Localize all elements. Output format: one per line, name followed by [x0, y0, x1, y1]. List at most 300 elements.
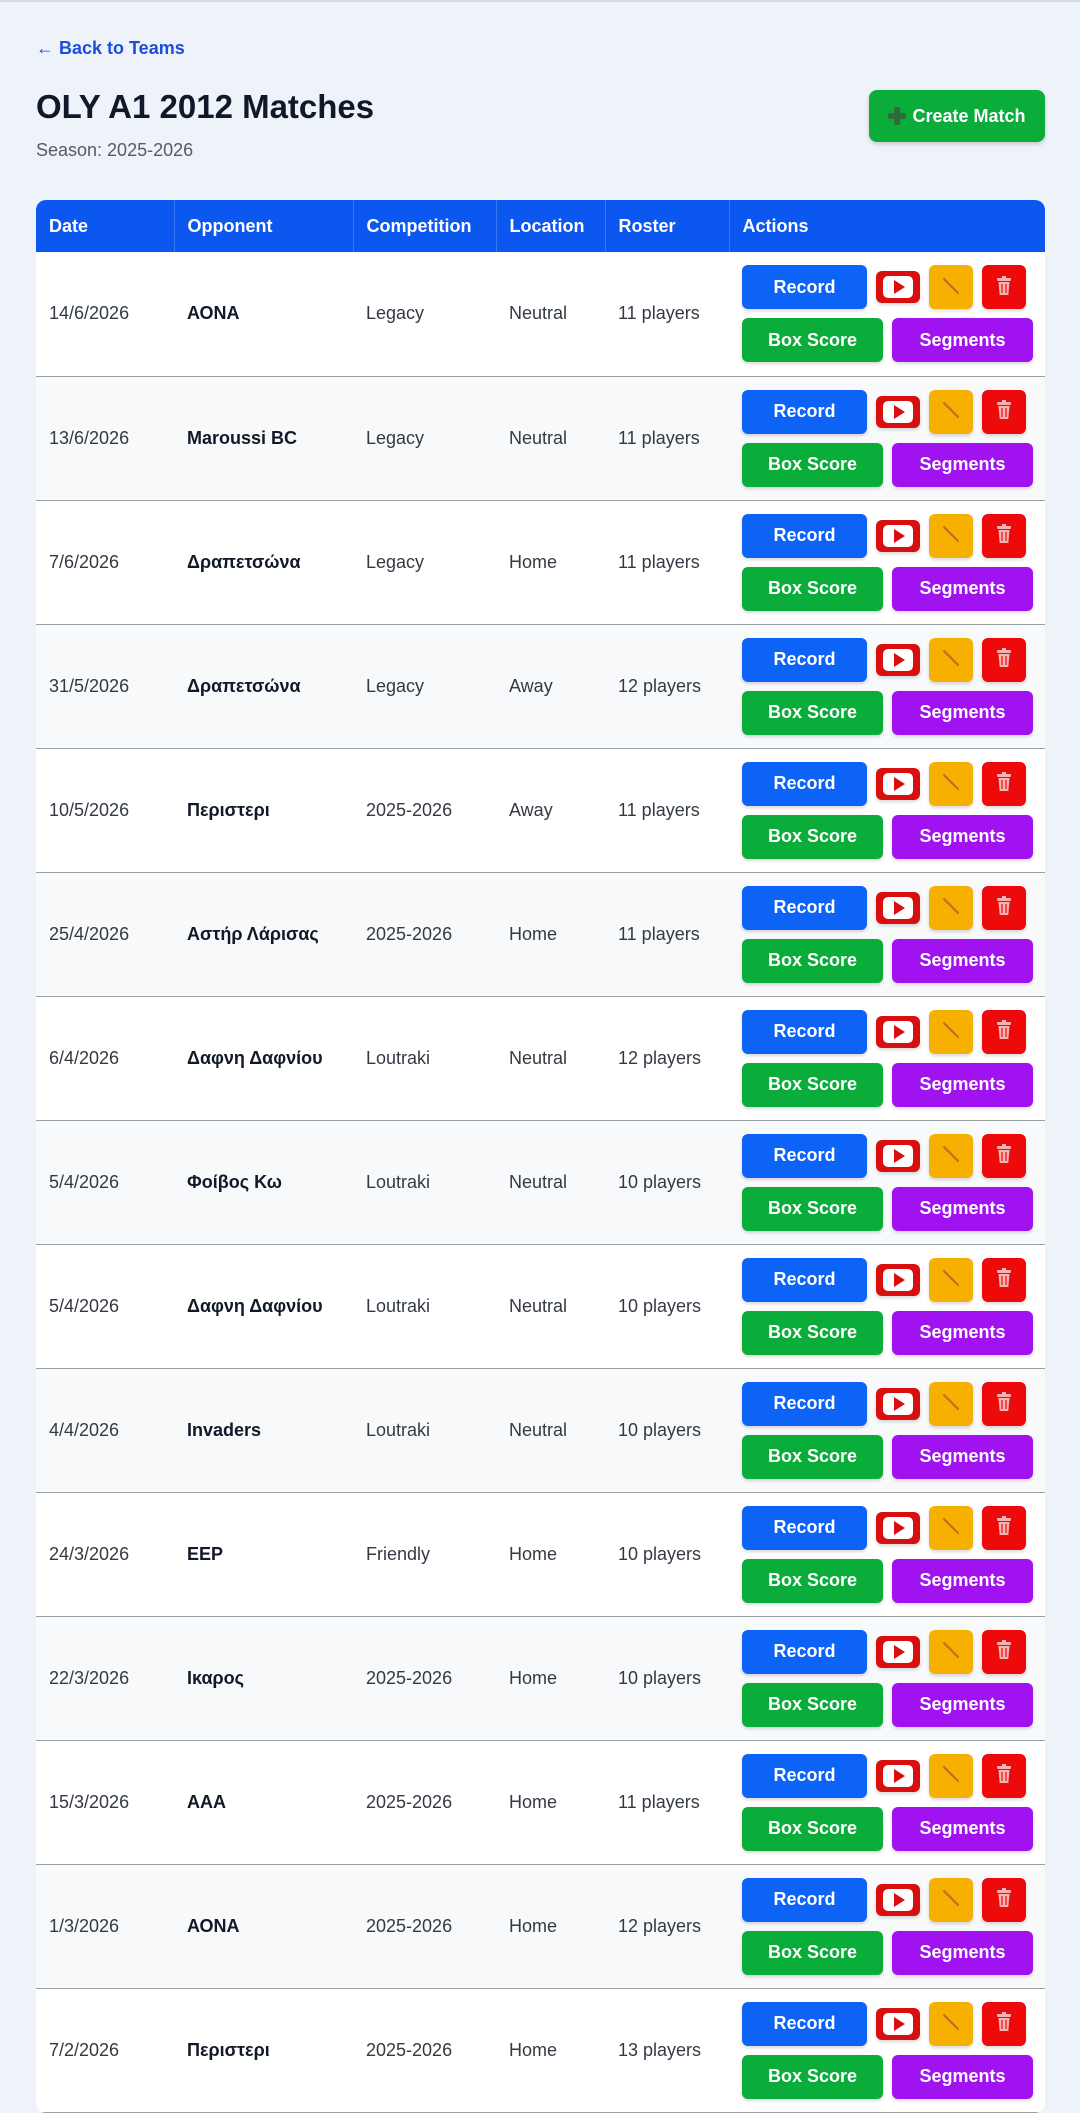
table-row — [36, 1368, 1045, 1492]
cell-actions — [729, 1988, 1045, 2112]
video-button[interactable] — [876, 892, 920, 924]
pencil-icon — [940, 1515, 962, 1540]
row-actions — [742, 1754, 1045, 1851]
action-row-top — [742, 1878, 1045, 1922]
cell-date: 15/3/2026 — [49, 1791, 130, 1812]
action-row-top — [742, 886, 1045, 930]
cell-location: Neutral — [509, 1047, 568, 1068]
video-button[interactable] — [876, 1264, 920, 1296]
edit-button[interactable] — [929, 762, 973, 806]
record-button[interactable]: Record — [742, 1754, 867, 1798]
table-row — [36, 1244, 1045, 1368]
pencil-icon — [940, 399, 962, 424]
cell-date: 5/4/2026 — [49, 1295, 120, 1316]
delete-button[interactable] — [982, 1878, 1026, 1922]
video-button[interactable] — [876, 1760, 920, 1792]
edit-button[interactable] — [929, 1754, 973, 1798]
cell-actions — [729, 748, 1045, 872]
trash-icon — [994, 275, 1014, 300]
cell-location: Home — [509, 1915, 558, 1936]
record-button[interactable]: Record — [742, 1010, 867, 1054]
cell-location: Home — [509, 1543, 558, 1564]
season-text: Season: 2025-2026 — [36, 140, 194, 160]
plus-icon — [888, 107, 906, 125]
edit-button[interactable] — [929, 1506, 973, 1550]
column-header-competition[interactable]: Competition — [353, 200, 496, 252]
cell-competition: Legacy — [366, 551, 425, 572]
cell-competition: Loutraki — [366, 1295, 431, 1316]
segments-button[interactable]: Segments — [892, 1311, 1033, 1355]
edit-button[interactable] — [929, 1878, 973, 1922]
cell-actions — [729, 1368, 1045, 1492]
cell-actions — [729, 624, 1045, 748]
table-row — [36, 624, 1045, 748]
box-score-button[interactable]: Box Score — [742, 691, 883, 735]
cell-actions — [729, 1244, 1045, 1368]
segments-button[interactable]: Segments — [892, 1063, 1033, 1107]
action-row-top — [742, 1258, 1045, 1302]
record-button[interactable]: Record — [742, 514, 867, 558]
pencil-icon — [940, 1143, 962, 1168]
action-row-bottom — [742, 2055, 1045, 2099]
segments-button[interactable]: Segments — [892, 1683, 1033, 1727]
cell-competition: Legacy — [366, 427, 425, 448]
cell-opponent: ΑΟΝΑ — [187, 1915, 240, 1936]
action-row-bottom — [742, 691, 1045, 735]
trash-icon — [994, 895, 1014, 920]
pencil-icon — [940, 1887, 962, 1912]
pencil-icon — [940, 647, 962, 672]
column-header-location[interactable]: Location — [496, 200, 605, 252]
trash-icon — [994, 523, 1014, 548]
segments-button[interactable]: Segments — [892, 939, 1033, 983]
cell-actions — [729, 996, 1045, 1120]
page-title: OLY A1 2012 Matches — [36, 88, 375, 125]
table-row — [36, 1864, 1045, 1988]
action-row-bottom — [742, 1311, 1045, 1355]
cell-actions — [729, 252, 1045, 376]
youtube-icon — [883, 525, 913, 547]
video-button[interactable] — [876, 1884, 920, 1916]
cell-location: Neutral — [509, 303, 568, 324]
trash-icon — [994, 1515, 1014, 1540]
box-score-button[interactable]: Box Score — [742, 1931, 883, 1975]
video-button[interactable] — [876, 271, 920, 303]
create-match-label: Create Match — [912, 105, 1026, 126]
trash-icon — [994, 1267, 1014, 1292]
row-actions — [742, 2002, 1045, 2099]
create-match-button[interactable] — [869, 90, 1045, 142]
table-header-row — [36, 200, 1045, 252]
segments-button[interactable]: Segments — [892, 1435, 1033, 1479]
youtube-icon — [883, 649, 913, 671]
trash-icon — [994, 647, 1014, 672]
edit-button[interactable] — [929, 638, 973, 682]
cell-roster: 11 players — [618, 551, 700, 572]
column-header-opponent[interactable]: Opponent — [174, 200, 353, 252]
back-to-teams-link[interactable]: ← Back to Teams — [36, 38, 185, 58]
cell-actions — [729, 1120, 1045, 1244]
video-button[interactable] — [876, 1636, 920, 1668]
action-row-bottom — [742, 939, 1045, 983]
cell-roster: 12 players — [618, 1047, 702, 1068]
top-divider — [0, 0, 1080, 2]
cell-competition: Loutraki — [366, 1419, 431, 1440]
edit-button[interactable] — [929, 265, 973, 309]
action-row-bottom — [742, 1063, 1045, 1107]
record-button[interactable]: Record — [742, 638, 867, 682]
trash-icon — [994, 1143, 1014, 1168]
segments-button[interactable]: Segments — [892, 567, 1033, 611]
youtube-icon — [883, 2013, 913, 2035]
cell-location: Away — [509, 675, 553, 696]
pencil-icon — [940, 1763, 962, 1788]
action-row-top — [742, 1382, 1045, 1426]
youtube-icon — [883, 1393, 913, 1415]
youtube-icon — [883, 773, 913, 795]
record-button[interactable]: Record — [742, 390, 867, 434]
youtube-icon — [883, 1889, 913, 1911]
segments-button[interactable]: Segments — [892, 2055, 1033, 2099]
season-label — [36, 140, 193, 161]
record-button[interactable]: Record — [742, 1878, 867, 1922]
row-actions — [742, 1134, 1045, 1231]
box-score-button[interactable]: Box Score — [742, 1683, 883, 1727]
action-row-top — [742, 1134, 1045, 1178]
edit-button[interactable] — [929, 1382, 973, 1426]
cell-roster: 12 players — [618, 1915, 702, 1936]
cell-opponent: Ικαρος — [187, 1667, 244, 1688]
row-actions — [742, 1010, 1045, 1107]
action-row-top — [742, 265, 1045, 309]
trash-icon — [994, 1763, 1014, 1788]
cell-actions — [729, 1616, 1045, 1740]
cell-date: 10/5/2026 — [49, 799, 130, 820]
pencil-icon — [940, 1391, 962, 1416]
cell-location: Home — [509, 2039, 558, 2060]
edit-button[interactable] — [929, 2002, 973, 2046]
cell-roster: 11 players — [618, 303, 700, 324]
action-row-bottom — [742, 1559, 1045, 1603]
video-button[interactable] — [876, 396, 920, 428]
table-row — [36, 252, 1045, 376]
column-header-roster[interactable]: Roster — [605, 200, 729, 252]
action-row-bottom — [742, 815, 1045, 859]
action-row-top — [742, 390, 1045, 434]
cell-date: 7/6/2026 — [49, 551, 120, 572]
youtube-icon — [883, 401, 913, 423]
cell-location: Neutral — [509, 1171, 568, 1192]
pencil-icon — [940, 275, 962, 300]
cell-date: 22/3/2026 — [49, 1667, 130, 1688]
box-score-button[interactable]: Box Score — [742, 1559, 883, 1603]
cell-roster: 12 players — [618, 675, 702, 696]
youtube-icon — [883, 897, 913, 919]
box-score-button[interactable]: Box Score — [742, 1435, 883, 1479]
trash-icon — [994, 1019, 1014, 1044]
cell-location: Home — [509, 1667, 558, 1688]
cell-competition: Legacy — [366, 675, 425, 696]
cell-competition: Loutraki — [366, 1171, 431, 1192]
cell-location: Home — [509, 923, 558, 944]
delete-button[interactable] — [982, 1010, 1026, 1054]
edit-button[interactable] — [929, 1258, 973, 1302]
table-row — [36, 748, 1045, 872]
delete-button[interactable] — [982, 1134, 1026, 1178]
cell-competition: 2025-2026 — [366, 2039, 453, 2060]
record-button[interactable]: Record — [742, 265, 867, 309]
box-score-button[interactable]: Box Score — [742, 1063, 883, 1107]
edit-button[interactable] — [929, 514, 973, 558]
action-row-top — [742, 514, 1045, 558]
table-row — [36, 1492, 1045, 1616]
pencil-icon — [940, 1267, 962, 1292]
video-button[interactable] — [876, 520, 920, 552]
cell-actions — [729, 376, 1045, 500]
youtube-icon — [883, 276, 913, 298]
trash-icon — [994, 1639, 1014, 1664]
delete-button[interactable] — [982, 265, 1026, 309]
table-row — [36, 996, 1045, 1120]
action-row-bottom — [742, 567, 1045, 611]
cell-date: 14/6/2026 — [49, 303, 130, 324]
edit-button[interactable] — [929, 390, 973, 434]
cell-location: Away — [509, 799, 553, 820]
action-row-top — [742, 1010, 1045, 1054]
cell-opponent: AAA — [187, 1791, 226, 1812]
delete-button[interactable] — [982, 390, 1026, 434]
row-actions — [742, 514, 1045, 611]
video-button[interactable] — [876, 644, 920, 676]
cell-opponent: Δαφνη Δαφνίου — [187, 1047, 323, 1068]
delete-button[interactable] — [982, 1382, 1026, 1426]
cell-location: Neutral — [509, 1419, 568, 1440]
row-actions — [742, 265, 1045, 362]
action-row-top — [742, 1754, 1045, 1798]
action-row-bottom — [742, 1435, 1045, 1479]
record-button[interactable]: Record — [742, 762, 867, 806]
cell-competition: Legacy — [366, 303, 425, 324]
action-row-bottom — [742, 318, 1045, 362]
delete-button[interactable] — [982, 1258, 1026, 1302]
table-row — [36, 1120, 1045, 1244]
trash-icon — [994, 2011, 1014, 2036]
cell-opponent: Invaders — [187, 1419, 262, 1440]
row-actions — [742, 390, 1045, 487]
youtube-icon — [883, 1641, 913, 1663]
video-button[interactable] — [876, 1140, 920, 1172]
youtube-icon — [883, 1765, 913, 1787]
cell-opponent: Περιστερι — [187, 2039, 270, 2060]
cell-competition: 2025-2026 — [366, 1791, 453, 1812]
segments-button[interactable]: Segments — [892, 1187, 1033, 1231]
delete-button[interactable] — [982, 1630, 1026, 1674]
row-actions — [742, 1630, 1045, 1727]
pencil-icon — [940, 771, 962, 796]
cell-date: 4/4/2026 — [49, 1419, 120, 1440]
cell-opponent: Φοίβος Κω — [187, 1171, 282, 1192]
action-row-top — [742, 1630, 1045, 1674]
record-button[interactable]: Record — [742, 1382, 867, 1426]
cell-competition: Friendly — [366, 1543, 431, 1564]
trash-icon — [994, 399, 1014, 424]
cell-opponent: Maroussi BC — [187, 427, 298, 448]
row-actions — [742, 762, 1045, 859]
record-button[interactable]: Record — [742, 1134, 867, 1178]
cell-competition: 2025-2026 — [366, 923, 453, 944]
table-body — [36, 252, 1045, 2112]
table-row — [36, 1616, 1045, 1740]
action-row-top — [742, 638, 1045, 682]
segments-button[interactable]: Segments — [892, 1559, 1033, 1603]
trash-icon — [994, 1887, 1014, 1912]
column-header-date[interactable]: Date — [36, 200, 174, 252]
cell-actions — [729, 1740, 1045, 1864]
cell-actions — [729, 500, 1045, 624]
cell-location: Home — [509, 1791, 558, 1812]
delete-button[interactable] — [982, 1754, 1026, 1798]
column-header-actions: Actions — [742, 215, 809, 236]
cell-opponent: Δραπετσώνα — [187, 551, 301, 572]
cell-location: Neutral — [509, 427, 568, 448]
cell-actions — [729, 872, 1045, 996]
box-score-button[interactable]: Box Score — [742, 939, 883, 983]
box-score-button[interactable]: Box Score — [742, 1187, 883, 1231]
box-score-button[interactable]: Box Score — [742, 318, 883, 362]
box-score-button[interactable]: Box Score — [742, 567, 883, 611]
cell-actions — [729, 1492, 1045, 1616]
video-button[interactable] — [876, 1016, 920, 1048]
segments-button[interactable]: Segments — [892, 691, 1033, 735]
pencil-icon — [940, 1019, 962, 1044]
row-actions — [742, 1258, 1045, 1355]
table-row — [36, 1740, 1045, 1864]
segments-button[interactable]: Segments — [892, 443, 1033, 487]
cell-roster: 10 players — [618, 1543, 702, 1564]
edit-button[interactable] — [929, 886, 973, 930]
cell-roster: 10 players — [618, 1419, 702, 1440]
cell-date: 24/3/2026 — [49, 1543, 130, 1564]
record-button[interactable]: Record — [742, 1630, 867, 1674]
segments-button[interactable]: Segments — [892, 815, 1033, 859]
pencil-icon — [940, 895, 962, 920]
matches-table — [36, 200, 1045, 2113]
box-score-button[interactable]: Box Score — [742, 1311, 883, 1355]
row-actions — [742, 638, 1045, 735]
youtube-icon — [883, 1021, 913, 1043]
row-actions — [742, 886, 1045, 983]
video-button[interactable] — [876, 2008, 920, 2040]
cell-date: 25/4/2026 — [49, 923, 130, 944]
cell-roster: 11 players — [618, 427, 700, 448]
cell-competition: 2025-2026 — [366, 799, 453, 820]
table-row — [36, 872, 1045, 996]
record-button[interactable]: Record — [742, 886, 867, 930]
action-row-top — [742, 1506, 1045, 1550]
cell-actions — [729, 1864, 1045, 1988]
cell-competition: 2025-2026 — [366, 1667, 453, 1688]
box-score-button[interactable]: Box Score — [742, 443, 883, 487]
cell-opponent: EEP — [187, 1543, 224, 1564]
cell-opponent: Αστήρ Λάρισας — [187, 923, 319, 944]
action-row-bottom — [742, 443, 1045, 487]
cell-roster: 10 players — [618, 1667, 702, 1688]
cell-date: 13/6/2026 — [49, 427, 130, 448]
action-row-top — [742, 762, 1045, 806]
cell-opponent: Δραπετσώνα — [187, 675, 301, 696]
segments-button[interactable]: Segments — [892, 318, 1033, 362]
trash-icon — [994, 1391, 1014, 1416]
video-button[interactable] — [876, 1512, 920, 1544]
cell-opponent: Περιστερι — [187, 799, 270, 820]
cell-roster: 11 players — [618, 799, 700, 820]
table-row — [36, 376, 1045, 500]
table-row — [36, 1988, 1045, 2112]
trash-icon — [994, 771, 1014, 796]
cell-roster: 10 players — [618, 1295, 702, 1316]
row-actions — [742, 1506, 1045, 1603]
cell-date: 6/4/2026 — [49, 1047, 120, 1068]
action-row-bottom — [742, 1683, 1045, 1727]
action-row-bottom — [742, 1187, 1045, 1231]
cell-location: Home — [509, 551, 558, 572]
action-row-bottom — [742, 1807, 1045, 1851]
record-button[interactable]: Record — [742, 1506, 867, 1550]
delete-button[interactable] — [982, 762, 1026, 806]
cell-roster: 10 players — [618, 1171, 702, 1192]
cell-date: 5/4/2026 — [49, 1171, 120, 1192]
action-row-bottom — [742, 1931, 1045, 1975]
youtube-icon — [883, 1517, 913, 1539]
segments-button[interactable]: Segments — [892, 1807, 1033, 1851]
cell-location: Neutral — [509, 1295, 568, 1316]
youtube-icon — [883, 1145, 913, 1167]
action-row-top — [742, 2002, 1045, 2046]
table-row — [36, 500, 1045, 624]
delete-button[interactable] — [982, 514, 1026, 558]
cell-roster: 13 players — [618, 2039, 702, 2060]
cell-competition: 2025-2026 — [366, 1915, 453, 1936]
pencil-icon — [940, 1639, 962, 1664]
cell-date: 7/2/2026 — [49, 2039, 120, 2060]
segments-button[interactable]: Segments — [892, 1931, 1033, 1975]
delete-button[interactable] — [982, 1506, 1026, 1550]
video-button[interactable] — [876, 768, 920, 800]
cell-date: 1/3/2026 — [49, 1915, 120, 1936]
cell-date: 31/5/2026 — [49, 675, 130, 696]
edit-button[interactable] — [929, 1134, 973, 1178]
cell-roster: 11 players — [618, 1791, 700, 1812]
edit-button[interactable] — [929, 1630, 973, 1674]
delete-button[interactable] — [982, 2002, 1026, 2046]
box-score-button[interactable]: Box Score — [742, 815, 883, 859]
record-button[interactable]: Record — [742, 2002, 867, 2046]
box-score-button[interactable]: Box Score — [742, 2055, 883, 2099]
record-button[interactable]: Record — [742, 1258, 867, 1302]
edit-button[interactable] — [929, 1010, 973, 1054]
video-button[interactable] — [876, 1388, 920, 1420]
cell-roster: 11 players — [618, 923, 700, 944]
row-actions — [742, 1382, 1045, 1479]
pencil-icon — [940, 523, 962, 548]
delete-button[interactable] — [982, 638, 1026, 682]
box-score-button[interactable]: Box Score — [742, 1807, 883, 1851]
delete-button[interactable] — [982, 886, 1026, 930]
cell-opponent: ΑΟΝΑ — [187, 303, 240, 324]
cell-competition: Loutraki — [366, 1047, 431, 1068]
row-actions — [742, 1878, 1045, 1975]
cell-opponent: Δαφνη Δαφνίου — [187, 1295, 323, 1316]
